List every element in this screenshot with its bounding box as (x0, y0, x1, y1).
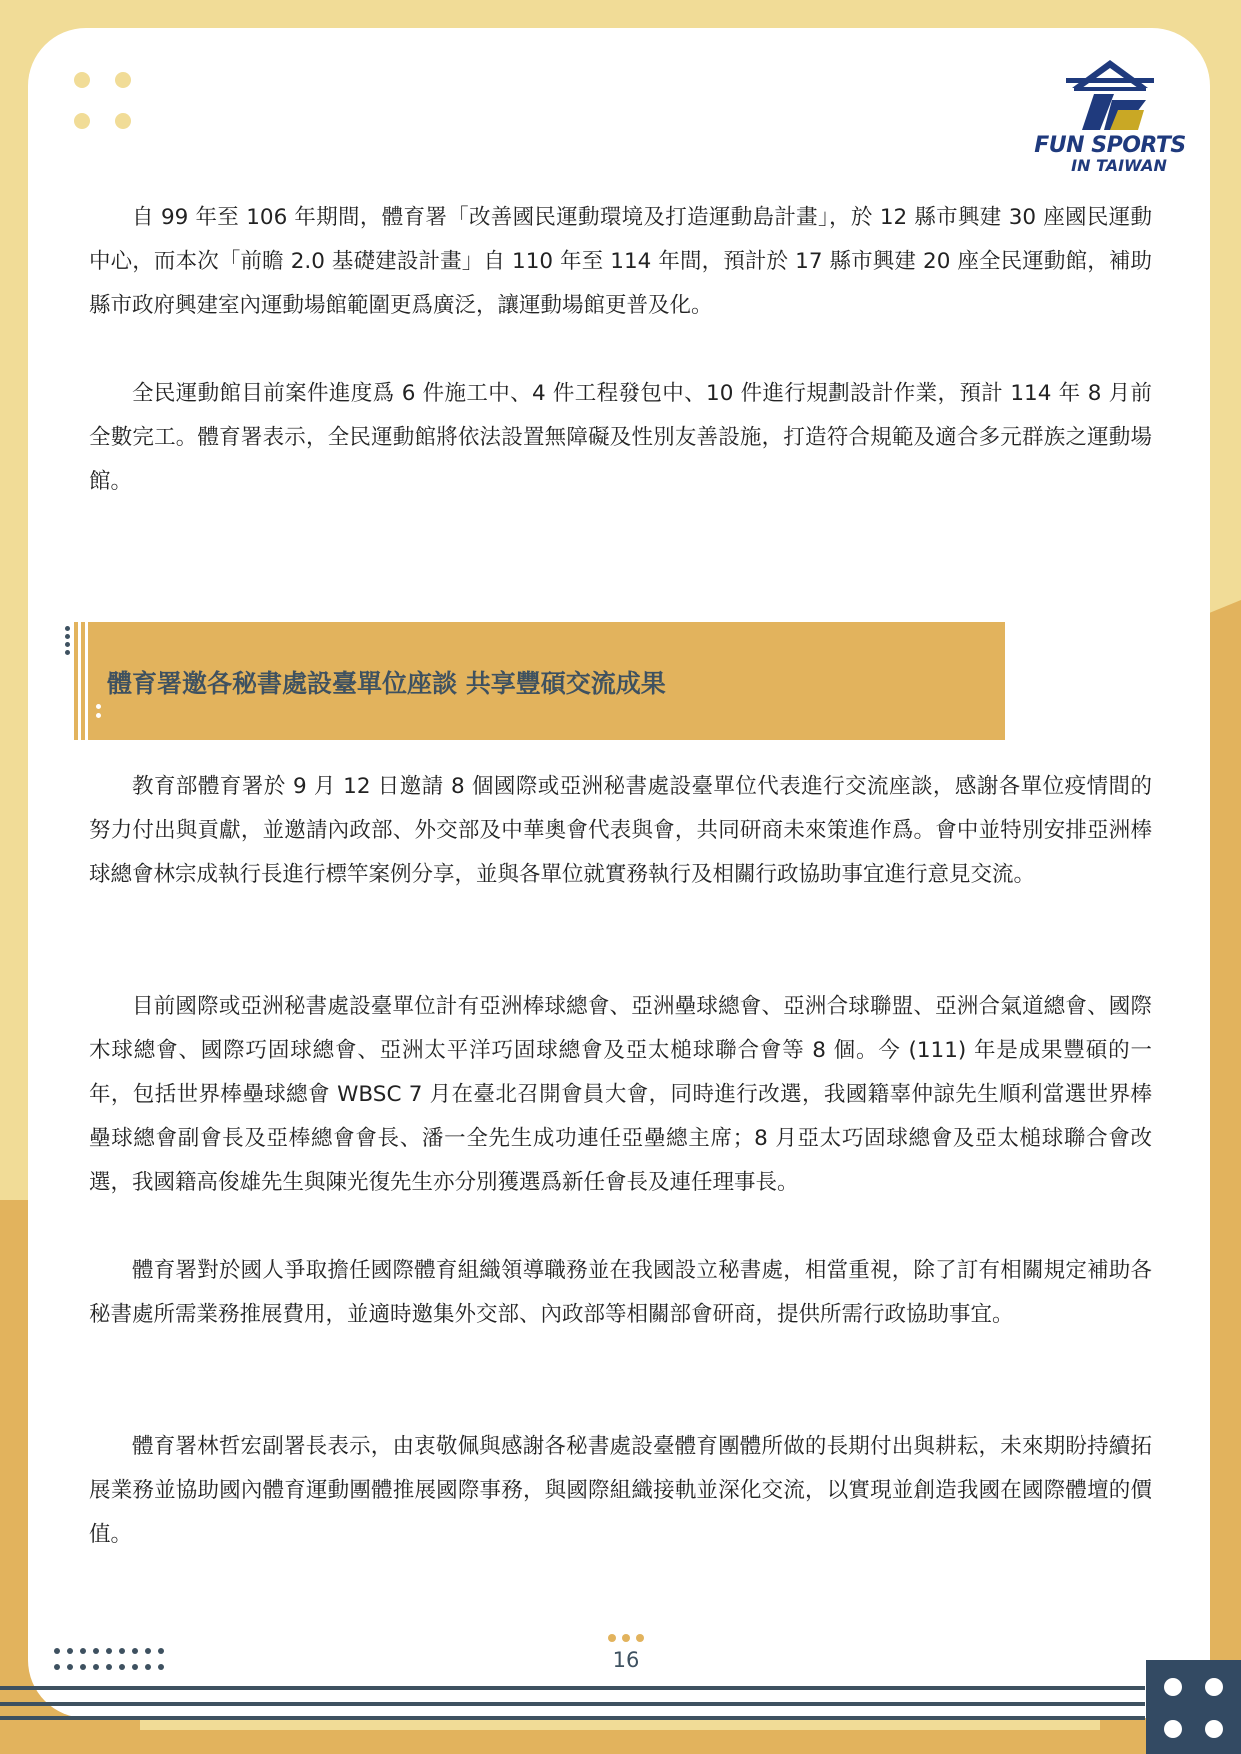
paragraph-2: 目前國際或亞洲秘書處設臺單位計有亞洲棒球總會、亞洲壘球總會、亞洲合球聯盟、亞洲合氣道總會、國際木球總會、國際巧固球總會、亞洲太平洋巧固球總會及亞太槌球聯合會等 8 個。今 (111) 年是成果豐碩的一年，包括世界棒壘球總會 WBSC 7 月在臺北召開會員大會，同時進行改選，我國籍辜仲諒先生順利當選世界棒壘球總會副會長及亞棒總會會長、潘一全先生成功連任亞壘總主席；8 月亞太巧固球總會及亞太槌球聯合會改選，我國籍高俊雄先生與陳光復先生亦分別獲選爲新任會長及連任理事長。 (89, 994, 1152, 1195)
paragraph-3: 體育署對於國人爭取擔任國際體育組織領導職務並在我國設立秘書處，相當重視，除了訂有相關規定補助各秘書處所需業務推展費用，並適時邀集外交部、內政部等相關部會研商，提供所需行政協助事宜。 (89, 1258, 1152, 1327)
bg-gold-bottom (0, 1730, 1241, 1754)
paragraph-1: 教育部體育署於 9 月 12 日邀請 8 個國際或亞洲秘書處設臺單位代表進行交流座談，感謝各單位疫情間的努力付出與貢獻，並邀請內政部、外交部及中華奧會代表與會，共同研商未來策進作爲。會中並特別安排亞洲棒球總會林宗成執行長進行標竿案例分享，並與各單位就實務執行及相關行政協助事宜進行意見交流。 (89, 774, 1152, 887)
footer-line-2 (0, 1702, 1145, 1706)
logo-line-2: IN TAIWAN (1071, 156, 1167, 175)
paragraph-top-1: 自 99 年至 106 年期間，體育署「改善國民運動環境及打造運動島計畫」，於 12 縣市興建 30 座國民運動中心，而本次「前瞻 2.0 基礎建設計畫」自 110 年至 114 年間，預計於 17 縣市興建 20 座全民運動館，補助縣市政府興建室內運動場館範圍更爲廣泛，讓運動場館更普及化。 (89, 205, 1152, 318)
footer-line-3 (0, 1716, 1145, 1720)
logo-text (1030, 133, 1190, 176)
corner-dots-box (1146, 1660, 1241, 1754)
paragraph-4: 體育署林哲宏副署長表示，由衷敬佩與感謝各秘書處設臺體育團體所做的長期付出與耕耘，未來期盼持續拓展業務並協助國內體育運動團體推展國際事務，與國際組織接軌並深化交流，以實現並創造我國在國際體壇的價值。 (89, 1434, 1152, 1547)
paragraph-top-2: 全民運動館目前案件進度爲 6 件施工中、4 件工程發包中、10 件進行規劃設計作業，預計 114 年 8 月前全數完工。體育署表示，全民運動館將依法設置無障礙及性別友善設施，打造符合規範及適合多元群族之運動場館。 (89, 381, 1152, 494)
section-title: 體育署邀各秘書處設臺單位座談 共享豐碩交流成果 (107, 669, 666, 698)
banner-bar-right (81, 622, 85, 740)
banner-bar-left (74, 622, 78, 740)
footer-line-1 (0, 1686, 1145, 1690)
page-number: 16 (612, 1648, 640, 1672)
logo-line-1: FUN SPORTS (1034, 133, 1186, 158)
